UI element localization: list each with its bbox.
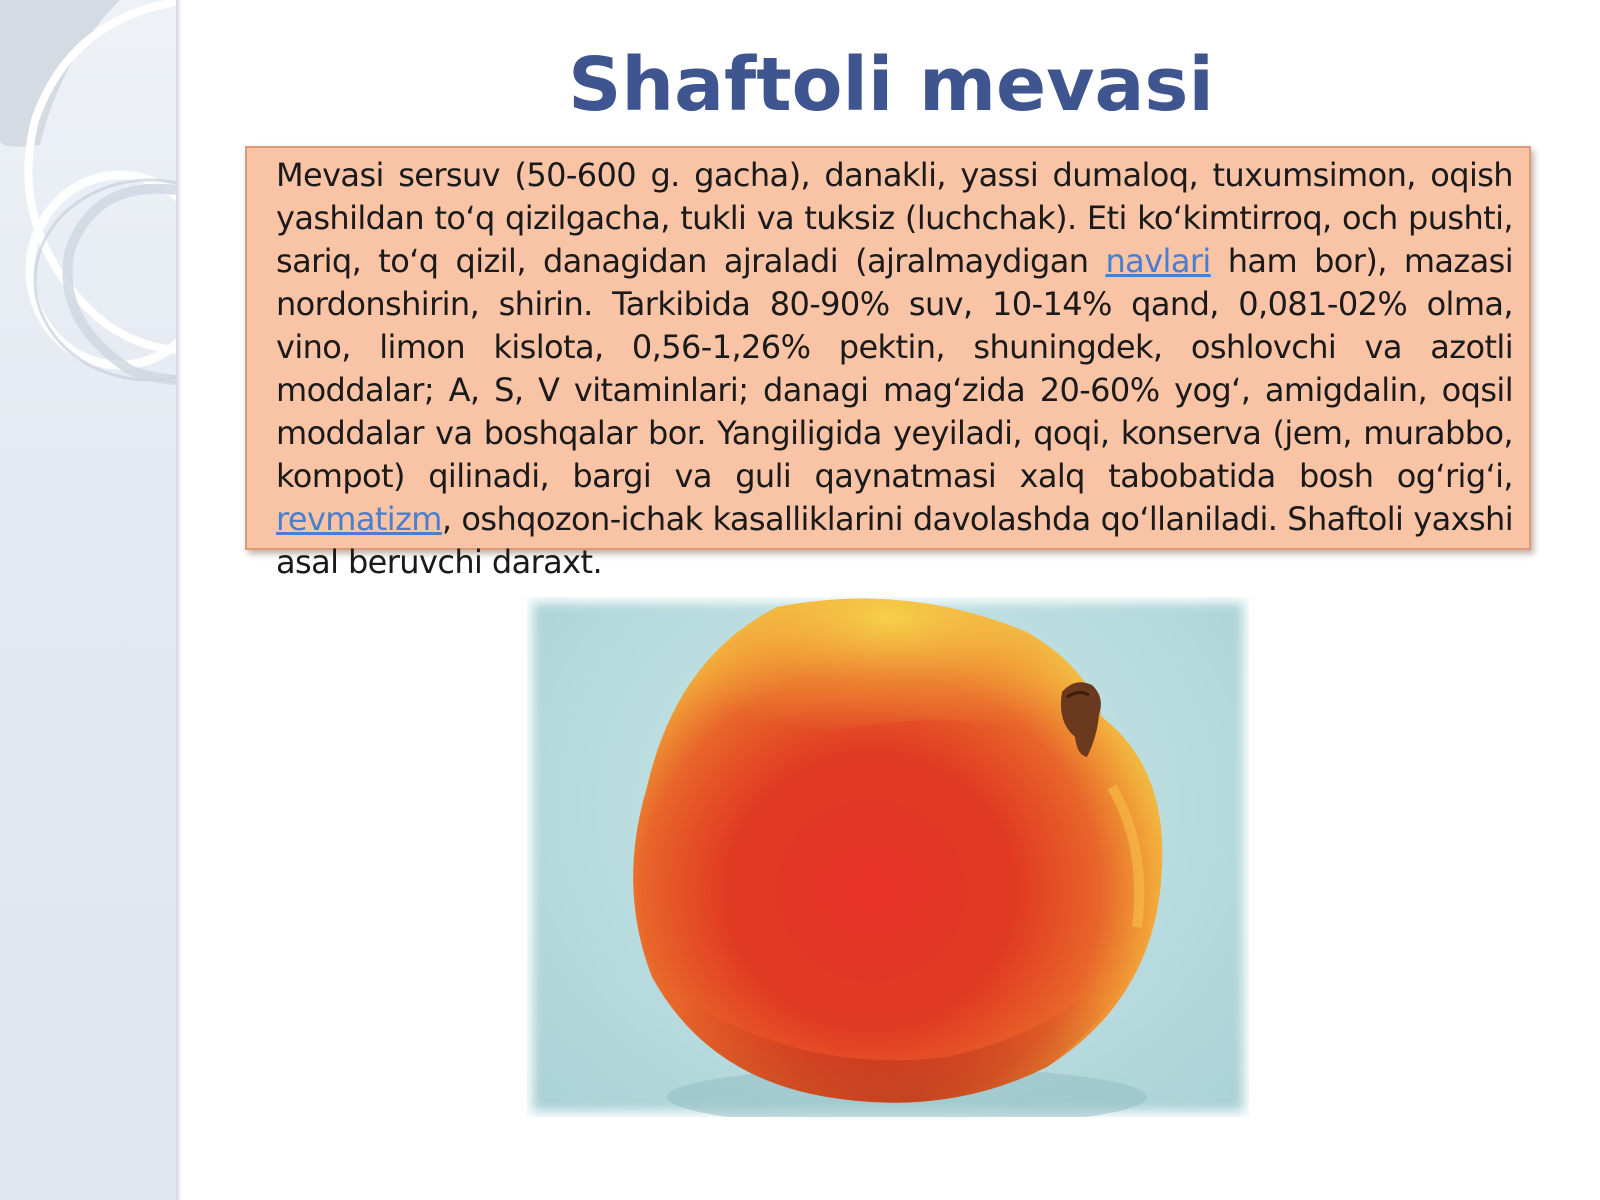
description-paragraph (276, 154, 1513, 584)
sidebar-divider (176, 0, 182, 1200)
peach-illustration (527, 597, 1249, 1117)
peach-photo (527, 597, 1249, 1117)
decorative-sidebar (0, 0, 176, 1200)
revmatizm-link[interactable]: revmatizm (276, 500, 442, 538)
swirl-decoration (0, 0, 176, 1200)
navlari-link[interactable]: navlari (1105, 242, 1211, 280)
paragraph-part-1: Mevasi sersuv (50-600 g. gacha), danakli, yassi dumaloq, tuxumsimon, oqish yashildan to‘q qizilgacha, tukli va tuksiz (luchchak). Eti ko‘kimtirroq, och pushti, sariq, to‘q qizil, danagidan ajraladi (ajralmaydigan (276, 156, 1513, 280)
paragraph-part-3: , oshqozon-ichak kasalliklarini davolashda qo‘llaniladi. Shaftoli yaxshi asal beruvchi daraxt. (276, 500, 1513, 581)
slide-title: Shaftoli mevasi (568, 42, 1214, 128)
paragraph-part-2: ham bor), mazasi nordonshirin, shirin. Tarkibida 80-90% suv, 10-14% qand, 0,081-02% olma, vino, limon kislota, 0,56-1,26% pektin, shuningdek, oshlovchi va azotli moddalar; A, S, V vitaminlari; danagi mag‘zida 20-60% yog‘, amigdalin, oqsil moddalar va boshqalar bor. Yangiligida yeyiladi, qoqi, konserva (jem, murabbo, kompot) qilinadi, bargi va guli qaynatmasi xalq tabobatida bosh og‘rig‘i, (276, 242, 1513, 495)
